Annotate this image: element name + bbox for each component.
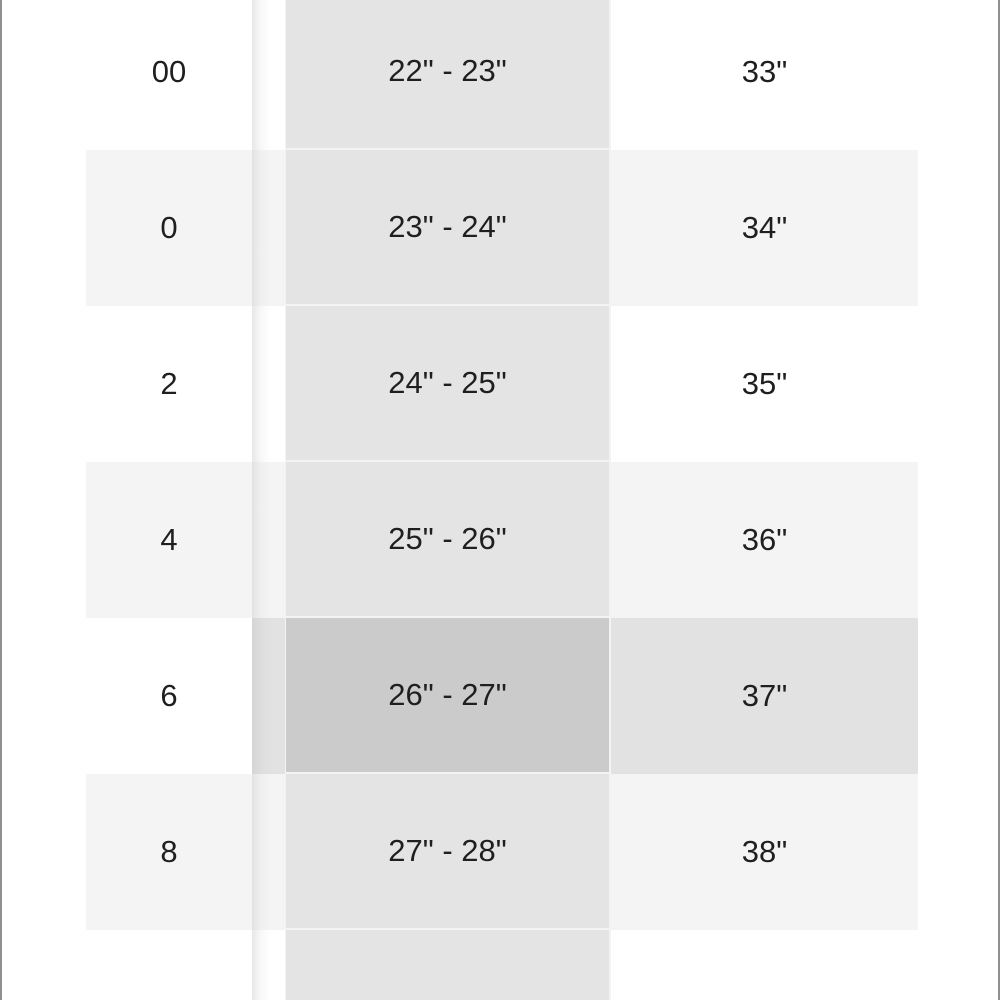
waist-cell: 23" - 24" <box>285 150 611 306</box>
column-divider <box>252 306 285 462</box>
column-divider <box>252 774 285 930</box>
waist-cell: 25" - 26" <box>285 462 611 618</box>
size-chart-table <box>86 0 918 1000</box>
size-cell: 4 <box>86 462 252 618</box>
table-row <box>86 0 918 150</box>
hip-cell: 33" <box>611 0 918 150</box>
column-divider <box>252 618 285 774</box>
size-cell: 2 <box>86 306 252 462</box>
table-row-highlighted <box>86 618 918 774</box>
column-divider <box>252 930 285 1000</box>
size-cell: 8 <box>86 774 252 930</box>
table-row <box>86 930 918 1000</box>
hip-cell: 35" <box>611 306 918 462</box>
column-divider <box>252 0 285 150</box>
table-row <box>86 774 918 930</box>
table-row <box>86 462 918 618</box>
size-cell: 6 <box>86 618 252 774</box>
waist-cell <box>285 930 611 1000</box>
size-cell: 00 <box>86 0 252 150</box>
size-cell <box>86 930 252 1000</box>
hip-cell: 34" <box>611 150 918 306</box>
waist-cell: 24" - 25" <box>285 306 611 462</box>
hip-cell: 37" <box>611 618 918 774</box>
table-row <box>86 150 918 306</box>
hip-cell: 36" <box>611 462 918 618</box>
waist-cell: 26" - 27" <box>285 618 611 774</box>
table-row <box>86 306 918 462</box>
column-divider <box>252 462 285 618</box>
hip-cell <box>611 930 918 1000</box>
hip-cell: 38" <box>611 774 918 930</box>
waist-cell: 22" - 23" <box>285 0 611 150</box>
size-cell: 0 <box>86 150 252 306</box>
column-divider <box>252 150 285 306</box>
waist-cell: 27" - 28" <box>285 774 611 930</box>
